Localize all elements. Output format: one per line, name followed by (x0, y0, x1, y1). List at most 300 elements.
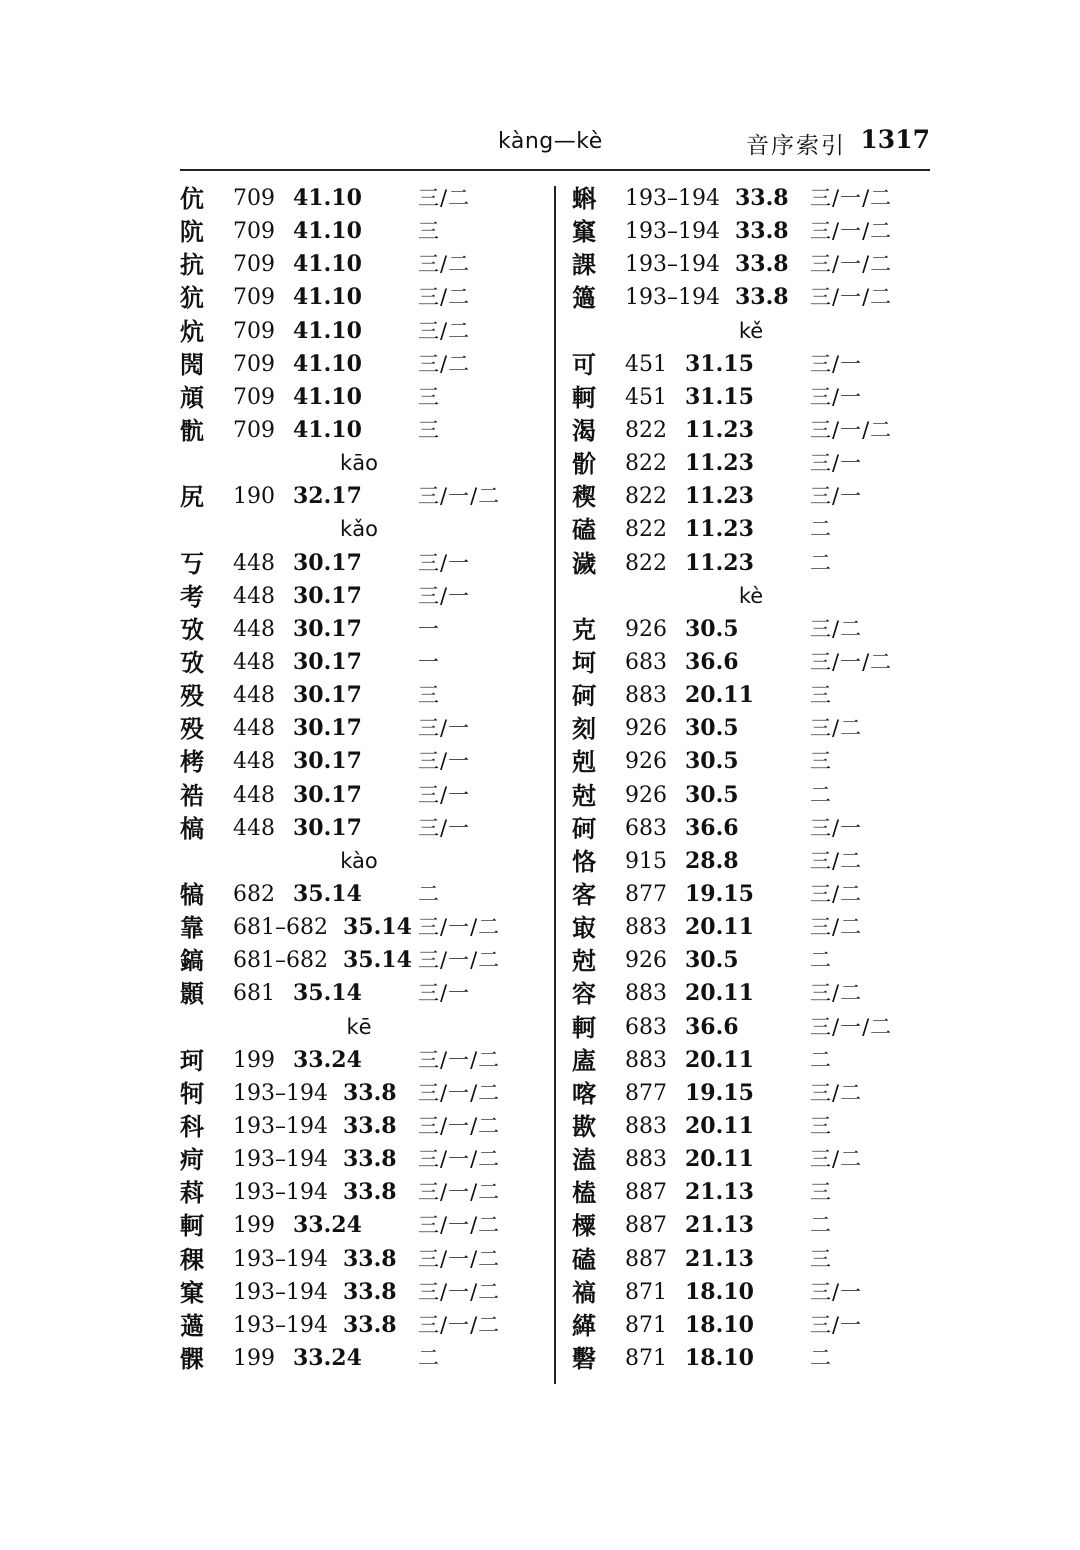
index-entry (180, 381, 520, 414)
entry-grade: 三/一/二 (418, 1080, 501, 1105)
entry-page: 199 (233, 1047, 275, 1073)
entry-reference: 33.8 (735, 251, 789, 278)
entry-grade: 三/一/二 (418, 1147, 501, 1172)
entry-character: 砢 (572, 813, 596, 843)
entry-grade: 二 (810, 948, 832, 973)
entry-character: 㯨 (572, 1211, 596, 1241)
entry-grade: 三/二 (810, 915, 863, 940)
entry-reference: 30.17 (293, 682, 362, 709)
entry-character: 礊 (572, 1343, 596, 1373)
index-entry (180, 977, 520, 1010)
entry-character: 尅 (572, 946, 596, 976)
entry-character: 禞 (572, 1277, 596, 1307)
entry-reference: 30.17 (293, 781, 362, 808)
entry-character: 㝡 (572, 913, 596, 943)
index-entry (180, 1176, 520, 1209)
entry-page: 883 (625, 981, 667, 1007)
index-entry (180, 944, 520, 977)
entry-grade: 三/一 (418, 550, 471, 575)
entry-character: 頏 (180, 382, 204, 412)
entry-character: 阬 (180, 217, 204, 247)
entry-character: 科 (180, 1111, 204, 1141)
index-entry (572, 381, 912, 414)
entry-grade: 三/一/二 (418, 1279, 501, 1304)
entry-page: 883 (625, 1147, 667, 1173)
index-entry (180, 248, 520, 281)
index-entry (180, 414, 520, 447)
entry-reference: 33.8 (343, 1079, 397, 1106)
index-entry (180, 215, 520, 248)
entry-grade: 三/一 (418, 716, 471, 741)
entry-reference: 30.17 (293, 648, 362, 675)
entry-reference: 20.11 (685, 1046, 754, 1073)
entry-page: 887 (625, 1213, 667, 1239)
entry-reference: 30.17 (293, 814, 362, 841)
entry-page: 193–194 (233, 1147, 328, 1173)
entry-character: 尻 (180, 482, 204, 512)
entry-reference: 20.11 (685, 1112, 754, 1139)
entry-character: 可 (572, 349, 596, 379)
entry-reference: 41.10 (293, 185, 362, 211)
index-entry (572, 1143, 912, 1176)
entry-reference: 20.11 (685, 682, 754, 709)
entry-character: 髁 (180, 1343, 204, 1373)
index-entry (572, 679, 912, 712)
entry-page: 871 (625, 1279, 667, 1305)
index-entry (572, 1342, 912, 1375)
index-entry (572, 745, 912, 778)
entry-reference: 41.10 (293, 350, 362, 377)
entry-page: 709 (233, 351, 275, 377)
entry-character: 閌 (180, 349, 204, 379)
entry-page: 193–194 (233, 1113, 328, 1139)
entry-reference: 36.6 (685, 1013, 739, 1040)
entry-reference: 11.23 (685, 450, 754, 477)
entry-reference: 33.8 (735, 218, 789, 245)
entry-reference: 11.23 (685, 483, 754, 510)
entry-grade: 三/一/二 (418, 1180, 501, 1205)
entry-page: 709 (233, 252, 275, 278)
entry-character: 喀 (572, 1078, 596, 1108)
index-entry (572, 1243, 912, 1276)
entry-reference: 30.5 (685, 781, 739, 808)
index-entry (572, 513, 912, 546)
entry-grade: 二 (810, 1047, 832, 1072)
entry-reference: 33.8 (735, 185, 789, 211)
entry-page: 193–194 (233, 1312, 328, 1338)
entry-character: 窠 (180, 1277, 204, 1307)
entry-grade: 三/一/二 (810, 186, 893, 210)
entry-reference: 41.10 (293, 383, 362, 410)
entry-character: 丂 (180, 548, 204, 578)
entry-page: 871 (625, 1345, 667, 1371)
entry-reference: 30.17 (293, 615, 362, 642)
index-entry (572, 1309, 912, 1342)
entry-reference: 30.17 (293, 715, 362, 742)
entry-character: 祰 (180, 780, 204, 810)
index-entry (572, 845, 912, 878)
entry-page: 822 (625, 550, 667, 576)
entry-grade: 三/一 (418, 583, 471, 608)
page-header (180, 125, 930, 171)
index-entry (180, 547, 520, 580)
entry-grade: 二 (810, 517, 832, 542)
entry-grade: 三/一/二 (418, 1113, 501, 1138)
index-entry (572, 1110, 912, 1143)
entry-page: 448 (233, 583, 275, 609)
entry-page: 448 (233, 616, 275, 642)
entry-page: 681–682 (233, 915, 328, 941)
entry-character: 槁 (180, 813, 204, 843)
entry-grade: 三/二 (810, 848, 863, 873)
pinyin-heading: kè (738, 583, 764, 608)
entry-grade: 三/一/二 (810, 285, 893, 310)
right-index-column (572, 182, 912, 1375)
entry-reference: 20.11 (685, 914, 754, 941)
entry-grade: 三 (810, 749, 832, 774)
entry-reference: 31.15 (685, 350, 754, 377)
index-entry (180, 1276, 520, 1309)
entry-grade: 二 (418, 1345, 440, 1370)
entry-character: 緙 (572, 1310, 596, 1340)
entry-page: 877 (625, 881, 667, 907)
entry-reference: 41.10 (293, 416, 362, 443)
entry-grade: 三 (810, 683, 832, 708)
entry-page: 683 (625, 1014, 667, 1040)
entry-reference: 21.13 (685, 1212, 754, 1239)
entry-page: 451 (625, 384, 667, 410)
index-entry (180, 745, 520, 778)
entry-page: 883 (625, 1047, 667, 1073)
index-entry (180, 712, 520, 745)
entry-reference: 33.8 (343, 1146, 397, 1173)
entry-page: 190 (233, 484, 275, 510)
entry-page: 883 (625, 1113, 667, 1139)
entry-page: 448 (233, 749, 275, 775)
index-entry (572, 1077, 912, 1110)
entry-page: 193–194 (233, 1180, 328, 1206)
entry-page: 709 (233, 417, 275, 443)
entry-page: 822 (625, 417, 667, 443)
entry-reference: 33.8 (735, 284, 789, 311)
index-entry (180, 1143, 520, 1176)
entry-character: 稧 (572, 482, 596, 512)
entry-page: 926 (625, 782, 667, 808)
entry-character: 靠 (180, 913, 204, 943)
entry-reference: 33.24 (293, 1046, 362, 1073)
entry-character: 溘 (572, 1145, 596, 1175)
entry-page: 448 (233, 782, 275, 808)
entry-reference: 30.17 (293, 748, 362, 775)
index-entry (180, 878, 520, 911)
entry-reference: 33.8 (343, 1112, 397, 1139)
entry-page: 683 (625, 815, 667, 841)
entry-page: 199 (233, 1345, 275, 1371)
index-entry (572, 248, 912, 281)
entry-reference: 33.24 (293, 1212, 362, 1239)
entry-reference: 32.17 (293, 483, 362, 510)
entry-page: 822 (625, 451, 667, 477)
entry-grade: 三/一/二 (418, 1312, 501, 1337)
entry-character: 犒 (180, 879, 204, 909)
entry-reference: 19.15 (685, 880, 754, 907)
entry-character: 鎬 (180, 946, 204, 976)
entry-character: 廅 (572, 1045, 596, 1075)
entry-grade: 三/一 (810, 815, 863, 840)
entry-character: 攷 (180, 614, 204, 644)
entry-reference: 36.6 (685, 814, 739, 841)
index-entry (572, 779, 912, 812)
entry-reference: 33.8 (343, 1245, 397, 1272)
entry-grade: 三/二 (418, 351, 471, 376)
entry-character: 軻 (572, 1012, 596, 1042)
entry-character: 克 (572, 614, 596, 644)
entry-reference: 41.10 (293, 284, 362, 311)
entry-reference: 11.23 (685, 516, 754, 543)
index-entry (180, 1044, 520, 1077)
entry-page: 709 (233, 318, 275, 344)
entry-page: 193–194 (625, 186, 720, 211)
entry-grade: 三/二 (810, 616, 863, 641)
entry-reference: 21.13 (685, 1245, 754, 1272)
entry-page: 193–194 (233, 1279, 328, 1305)
entry-page: 709 (233, 186, 275, 211)
entry-grade: 三/二 (810, 881, 863, 906)
index-entry (180, 182, 520, 215)
entry-character: 軻 (180, 1211, 204, 1241)
entry-reference: 11.23 (685, 549, 754, 576)
entry-character: 攷 (180, 647, 204, 677)
index-entry (572, 878, 912, 911)
entry-page: 926 (625, 716, 667, 742)
entry-grade: 三 (418, 384, 440, 409)
index-entry (572, 215, 912, 248)
entry-page: 822 (625, 484, 667, 510)
entry-grade: 三/一/二 (418, 948, 501, 973)
entry-grade: 三/一/二 (418, 915, 501, 940)
entry-reference: 35.14 (343, 914, 412, 941)
entry-grade: 三 (810, 1180, 832, 1205)
entry-page: 926 (625, 749, 667, 775)
entry-page: 193–194 (625, 219, 720, 245)
entry-page: 193–194 (625, 252, 720, 278)
entry-reference: 41.10 (293, 251, 362, 278)
entry-character: 炕 (180, 316, 204, 346)
entry-grade: 三/二 (810, 981, 863, 1006)
entry-character: 課 (572, 250, 596, 280)
index-entry (572, 480, 912, 513)
entry-grade: 三/一 (418, 782, 471, 807)
entry-character: 剋 (572, 747, 596, 777)
entry-page: 193–194 (233, 1080, 328, 1106)
entry-page: 681 (233, 981, 275, 1007)
entry-grade: 三/一/二 (810, 219, 893, 244)
index-entry (572, 1209, 912, 1242)
entry-grade: 三/二 (810, 716, 863, 741)
entry-page: 681–682 (233, 948, 328, 974)
entry-reference: 20.11 (685, 1146, 754, 1173)
entry-character: 稞 (180, 1244, 204, 1274)
index-entry (180, 1243, 520, 1276)
entry-character: 薖 (180, 1310, 204, 1340)
entry-page: 915 (625, 848, 667, 874)
column-divider (554, 186, 556, 1384)
entry-grade: 二 (810, 782, 832, 807)
entry-grade: 三 (810, 1246, 832, 1271)
entry-grade: 三/一 (810, 351, 863, 376)
entry-character: 蝌 (572, 184, 596, 213)
index-entry (572, 613, 912, 646)
index-entry (180, 1342, 520, 1375)
entry-grade: 三/一 (810, 1279, 863, 1304)
entry-character: 抗 (180, 250, 204, 280)
entry-reference: 28.8 (685, 847, 739, 874)
entry-page: 709 (233, 219, 275, 245)
entry-page: 448 (233, 550, 275, 576)
index-entry (572, 447, 912, 480)
entry-page: 448 (233, 815, 275, 841)
entry-grade: 三/一 (810, 451, 863, 476)
entry-page: 822 (625, 517, 667, 543)
entry-reference: 30.5 (685, 748, 739, 775)
entry-page: 709 (233, 285, 275, 311)
entry-character: 栲 (180, 747, 204, 777)
entry-grade: 三/二 (810, 1147, 863, 1172)
entry-grade: 三/一 (810, 1312, 863, 1337)
entry-reference: 35.14 (293, 980, 362, 1007)
index-entry (572, 1044, 912, 1077)
index-entry (572, 348, 912, 381)
entry-reference: 33.8 (343, 1278, 397, 1305)
entry-grade: 三/二 (418, 285, 471, 310)
entry-character: 殁 (180, 681, 204, 711)
entry-page: 926 (625, 948, 667, 974)
running-title: kàng—kè (498, 129, 603, 154)
entry-grade: 三 (418, 683, 440, 708)
index-entry (180, 911, 520, 944)
entry-grade: 二 (418, 881, 440, 906)
entry-grade: 二 (810, 550, 832, 575)
entry-character: 珂 (180, 1045, 204, 1075)
entry-character: 坷 (572, 647, 596, 677)
entry-grade: 三/一/二 (810, 1014, 893, 1039)
entry-page: 448 (233, 716, 275, 742)
entry-character: 恪 (572, 846, 596, 876)
entry-page: 193–194 (625, 285, 720, 311)
entry-reference: 36.6 (685, 648, 739, 675)
entry-reference: 30.5 (685, 715, 739, 742)
entry-character: 渴 (572, 415, 596, 445)
entry-reference: 33.24 (293, 1344, 362, 1371)
entry-grade: 一 (418, 649, 440, 674)
entry-page: 709 (233, 384, 275, 410)
entry-character: 客 (572, 879, 596, 909)
index-entry (572, 1176, 912, 1209)
entry-character: 殁 (180, 714, 204, 744)
entry-character: 牱 (180, 1078, 204, 1108)
entry-grade: 三/一/二 (418, 1047, 501, 1072)
entry-page: 193–194 (233, 1246, 328, 1272)
entry-grade: 三/一 (418, 981, 471, 1006)
entry-page: 451 (625, 351, 667, 377)
entry-character: 骯 (180, 415, 204, 445)
index-entry (572, 182, 912, 215)
entry-character: 顥 (180, 979, 204, 1009)
index-entry (572, 1011, 912, 1044)
index-entry (572, 712, 912, 745)
index-entry (180, 1209, 520, 1242)
index-entry (572, 812, 912, 845)
entry-grade: 三/一 (810, 384, 863, 409)
index-entry (180, 613, 520, 646)
entry-page: 871 (625, 1312, 667, 1338)
entry-reference: 31.15 (685, 383, 754, 410)
entry-character: 刻 (572, 714, 596, 744)
entry-grade: 三/二 (810, 1080, 863, 1105)
pinyin-heading: kāo (340, 451, 378, 476)
entry-page: 199 (233, 1213, 275, 1239)
entry-grade: 二 (810, 1213, 832, 1238)
index-entry (180, 812, 520, 845)
entry-page: 448 (233, 683, 275, 709)
entry-reference: 30.5 (685, 615, 739, 642)
index-entry (180, 281, 520, 314)
pinyin-heading: kào (340, 848, 378, 873)
entry-reference: 35.14 (343, 947, 412, 974)
entry-grade: 三/二 (418, 186, 471, 210)
entry-grade: 二 (810, 1345, 832, 1370)
index-entry (572, 414, 912, 447)
entry-grade: 三/一/二 (810, 252, 893, 277)
entry-grade: 三 (810, 1113, 832, 1138)
entry-character: 濊 (572, 548, 596, 578)
index-entry (180, 1077, 520, 1110)
entry-reference: 33.8 (343, 1311, 397, 1338)
index-entry (180, 1110, 520, 1143)
entry-character: 砢 (572, 681, 596, 711)
entry-grade: 三/一/二 (418, 1246, 501, 1271)
entry-page: 448 (233, 649, 275, 675)
index-entry (572, 977, 912, 1010)
index-entry (180, 315, 520, 348)
entry-character: 伉 (180, 184, 204, 213)
entry-character: 磕 (572, 1244, 596, 1274)
index-entry (180, 480, 520, 513)
entry-grade: 三/一/二 (810, 649, 893, 674)
entry-page: 883 (625, 683, 667, 709)
entry-character: 骱 (572, 449, 596, 479)
entry-reference: 11.23 (685, 416, 754, 443)
entry-grade: 三/一 (418, 815, 471, 840)
entry-grade: 三/一 (810, 484, 863, 509)
index-entry (572, 1276, 912, 1309)
entry-character: 榼 (572, 1178, 596, 1208)
entry-grade: 三/一/二 (418, 484, 501, 509)
entry-character: 簻 (572, 283, 596, 313)
index-entry (180, 1309, 520, 1342)
index-entry (180, 580, 520, 613)
entry-reference: 20.11 (685, 980, 754, 1007)
left-index-column (180, 182, 520, 1375)
index-entry (180, 348, 520, 381)
index-entry (180, 646, 520, 679)
entry-grade: 三/一/二 (810, 417, 893, 442)
entry-character: 尅 (572, 780, 596, 810)
entry-character: 萪 (180, 1178, 204, 1208)
entry-reference: 41.10 (293, 317, 362, 344)
entry-reference: 30.17 (293, 549, 362, 576)
section-title: 音序索引 (746, 133, 846, 159)
